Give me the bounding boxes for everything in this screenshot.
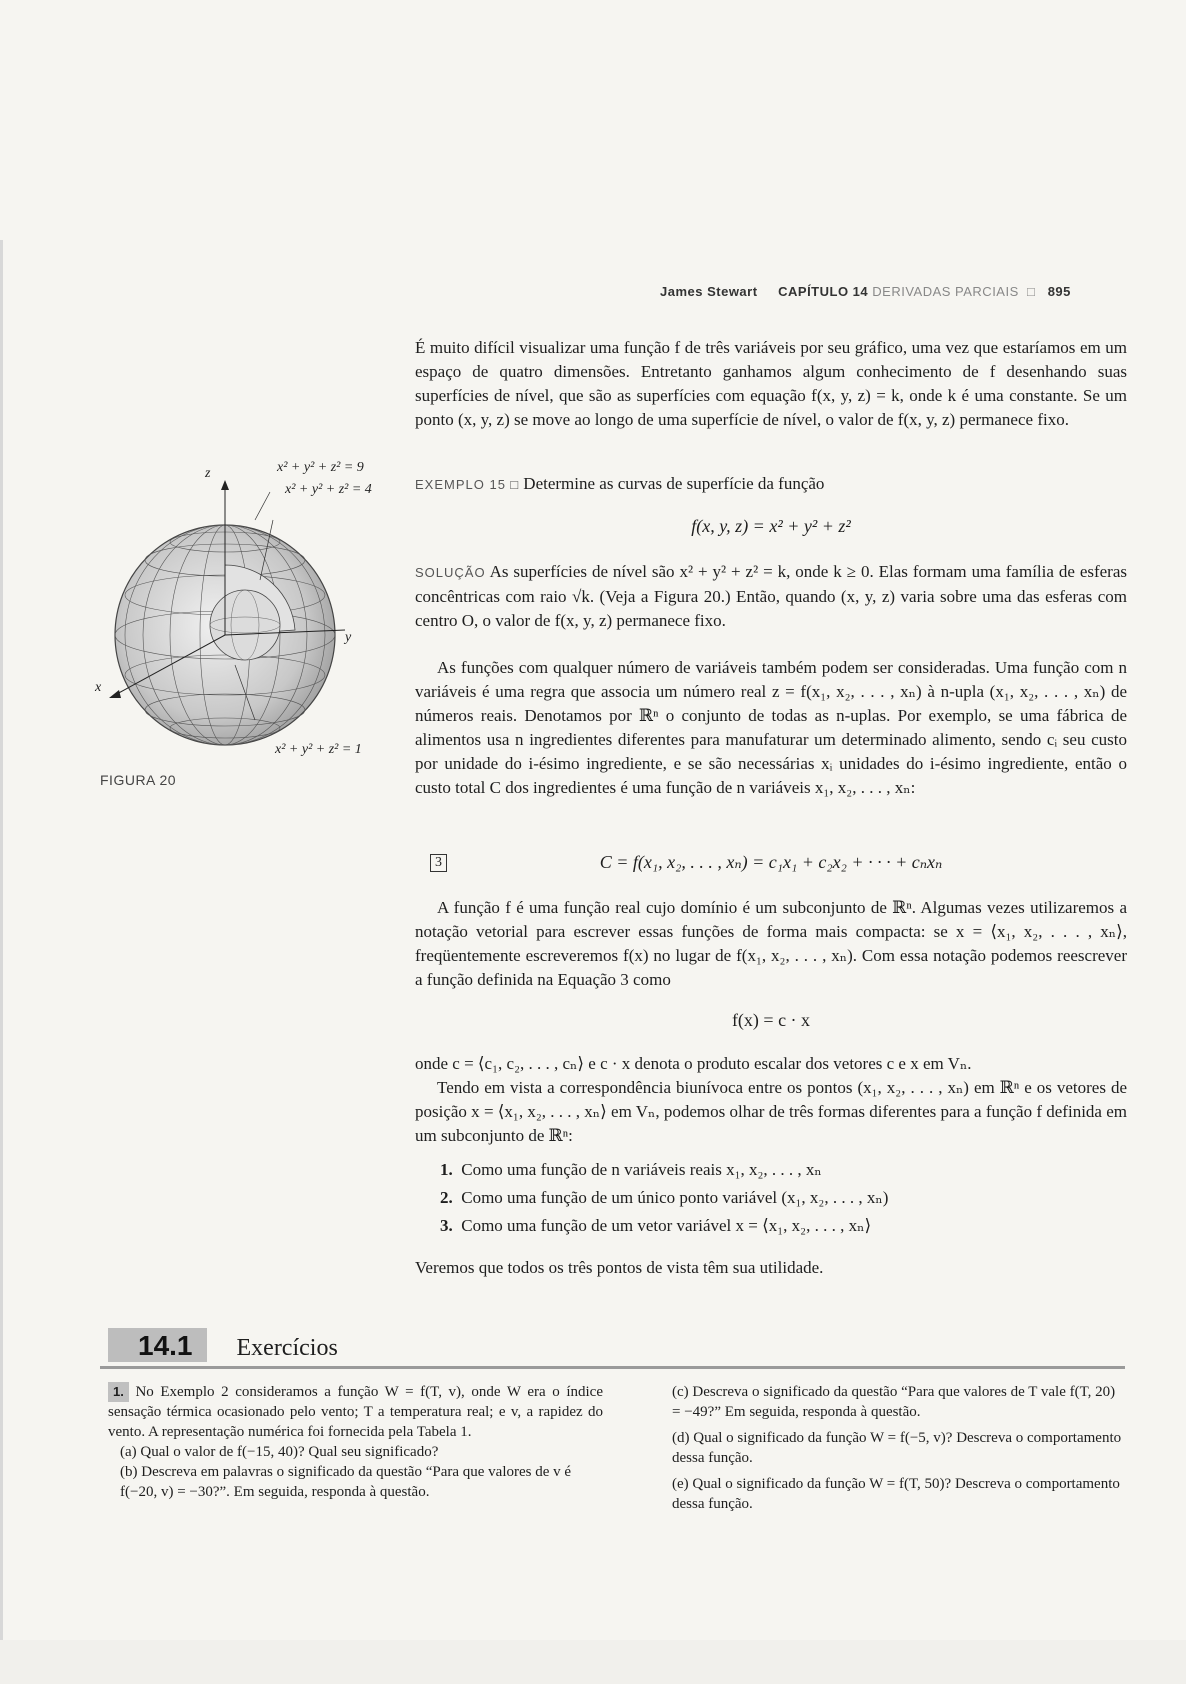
exercise-1-left bbox=[108, 1382, 603, 1502]
figure-20 bbox=[95, 460, 405, 770]
exercises-rule bbox=[100, 1366, 1125, 1369]
inner-sphere bbox=[210, 590, 280, 660]
closing-paragraph: Veremos que todos os três pontos de vista têm sua utilidade. bbox=[415, 1258, 824, 1277]
exercise-1e: (e) Qual o significado da função W = f(T, 50)? Descreva o comportamento dessa função. bbox=[672, 1476, 1120, 1512]
dot-product-equation: f(x) = c · x bbox=[731, 1010, 811, 1030]
equation-3: C = f(x₁, x₂, . . . , xₙ) = c₁x₁ + c₂x₂ + · · · + cₙxₙ bbox=[599, 852, 943, 872]
exercise-1b: (b) Descreva em palavras o significado da questão “Para que valores de v é f(−20, v) = −30?”. Em seguida, responda à questão. bbox=[120, 1464, 572, 1500]
header-page-number: 895 bbox=[1047, 284, 1071, 299]
exercise-1a: (a) Qual o valor de f(−15, 40)? Qual seu significado? bbox=[120, 1444, 439, 1460]
scan-bottom-band bbox=[0, 1640, 1186, 1684]
example-equation: f(x, y, z) = x² + y² + z² bbox=[691, 516, 851, 536]
axis-z-label: z bbox=[205, 466, 211, 481]
exercise-1-right bbox=[672, 1382, 1127, 1514]
label-inner-sphere: x² + y² + z² = 1 bbox=[275, 742, 362, 757]
running-header bbox=[660, 284, 1130, 299]
example-label: EXEMPLO 15 bbox=[415, 477, 506, 492]
axis-x-label: x bbox=[95, 680, 102, 695]
three-views-paragraph: Tendo em vista a correspondência biunívoca entre os pontos (x₁, x₂, . . . , xₙ) em ℝⁿ e os vetores de posição x = ⟨x₁, x₂, . . . , xₙ⟩ em Vₙ, podemos olhar de três formas diferentes para a função f definida em um subconjunto de ℝⁿ: bbox=[415, 1078, 1127, 1145]
intro-paragraph: É muito difícil visualizar uma função f de três variáveis por seu gráfico, uma vez que estaríamos em um espaço de quatro dimensões. Entretanto ganhamos algum conhecimento de f desenhando suas superfícies de nível, que são as superfícies com equação f(x, y, z) = k, onde k é uma constante. Se um ponto (x, y, z) se move ao longo de uma superfície de nível, o valor de f(x, y, z) permanece fixo. bbox=[415, 338, 1127, 429]
header-separator: □ bbox=[1027, 284, 1036, 299]
example-15 bbox=[415, 474, 1127, 494]
solution-text: As superfícies de nível são x² + y² + z² = k, onde k ≥ 0. Elas formam uma família de esferas concêntricas com raio √k. (Veja a Figura 20.) Então, quando (x, y, z) varia sobre uma das esferas com centro O, o valor de f(x, y, z) permanece fixo. bbox=[415, 562, 1128, 630]
equation-3-number: 3 bbox=[430, 853, 447, 872]
exercise-1-intro: No Exemplo 2 consideramos a função W = f(T, v), onde W era o índice sensação térmica ocasionado pelo vento; T a temperatura real; e v, a rapidez do vento. A representação numérica foi fornecida pela Tabela 1. bbox=[108, 1384, 603, 1440]
example-statement: Determine as curvas de superfície da função bbox=[523, 474, 825, 493]
example-marker: □ bbox=[510, 477, 520, 492]
where-paragraph: onde c = ⟨c₁, c₂, . . . , cₙ⟩ e c · x denota o produto escalar dos vetores c e x em Vₙ. bbox=[415, 1054, 972, 1073]
section-number-badge: 14.1 bbox=[108, 1328, 207, 1362]
views-list bbox=[440, 1156, 1130, 1240]
page-edge-shadow bbox=[0, 240, 3, 1640]
figure-caption: FIGURA 20 bbox=[100, 772, 177, 788]
label-middle-sphere: x² + y² + z² = 4 bbox=[285, 482, 372, 497]
vector-notation-paragraph: A função f é uma função real cujo domínio é um subconjunto de ℝⁿ. Algumas vezes utilizaremos a notação vetorial para escrever essas funções de forma mais compacta: se x = ⟨x₁, x₂, . . . , xₙ⟩, freqüentemente escreveremos f(x) no lugar de f(x₁, x₂, . . . , xₙ). Com essa notação podemos reescrever a função definida na Equação 3 como bbox=[415, 898, 1127, 989]
list-item: 3. Como uma função de um vetor variável x = ⟨x₁, x₂, . . . , xₙ⟩ bbox=[440, 1216, 872, 1235]
list-item: 2. Como uma função de um único ponto variável (x₁, x₂, . . . , xₙ) bbox=[440, 1188, 889, 1207]
n-variables-paragraph: As funções com qualquer número de variáveis também podem ser consideradas. Uma função com n variáveis é uma regra que associa um número real z = f(x₁, x₂, . . . , xₙ) à n-upla (x₁, x₂, . . . , xₙ) de números reais. Denotamos por ℝⁿ o conjunto de todas as n-uplas. Por exemplo, se uma fábrica de alimentos usa n ingredientes diferentes para manufaturar um determinado alimento, sendo cᵢ seu custo por unidade do i-ésimo ingrediente, e se são necessárias xᵢ unidades do i-ésimo ingrediente, então o custo total C dos ingredientes é uma função de n variáveis x₁, x₂, . . . , xₙ: bbox=[415, 658, 1127, 797]
header-chapter: CAPÍTULO 14 bbox=[778, 284, 869, 299]
exercise-1c: (c) Descreva o significado da questão “Para que valores de T vale f(T, 20) = −49?” Em seguida, responda à questão. bbox=[672, 1384, 1116, 1420]
exercise-number: 1. bbox=[108, 1382, 129, 1402]
list-item: 1. Como uma função de n variáveis reais x₁, x₂, . . . , xₙ bbox=[440, 1160, 822, 1179]
example-solution bbox=[415, 560, 1127, 633]
section-title: Exercícios bbox=[236, 1335, 338, 1361]
axis-y-label: y bbox=[345, 630, 352, 645]
solution-label: SOLUÇÃO bbox=[415, 565, 486, 580]
concentric-spheres-graphic bbox=[95, 480, 405, 770]
exercises-heading bbox=[108, 1328, 338, 1362]
header-chapter-title: DERIVADAS PARCIAIS bbox=[872, 284, 1019, 299]
exercise-1d: (d) Qual o significado da função W = f(−5, v)? Descreva o comportamento dessa função. bbox=[672, 1430, 1122, 1466]
label-outer-sphere: x² + y² + z² = 9 bbox=[277, 460, 364, 475]
header-author: James Stewart bbox=[660, 284, 758, 299]
